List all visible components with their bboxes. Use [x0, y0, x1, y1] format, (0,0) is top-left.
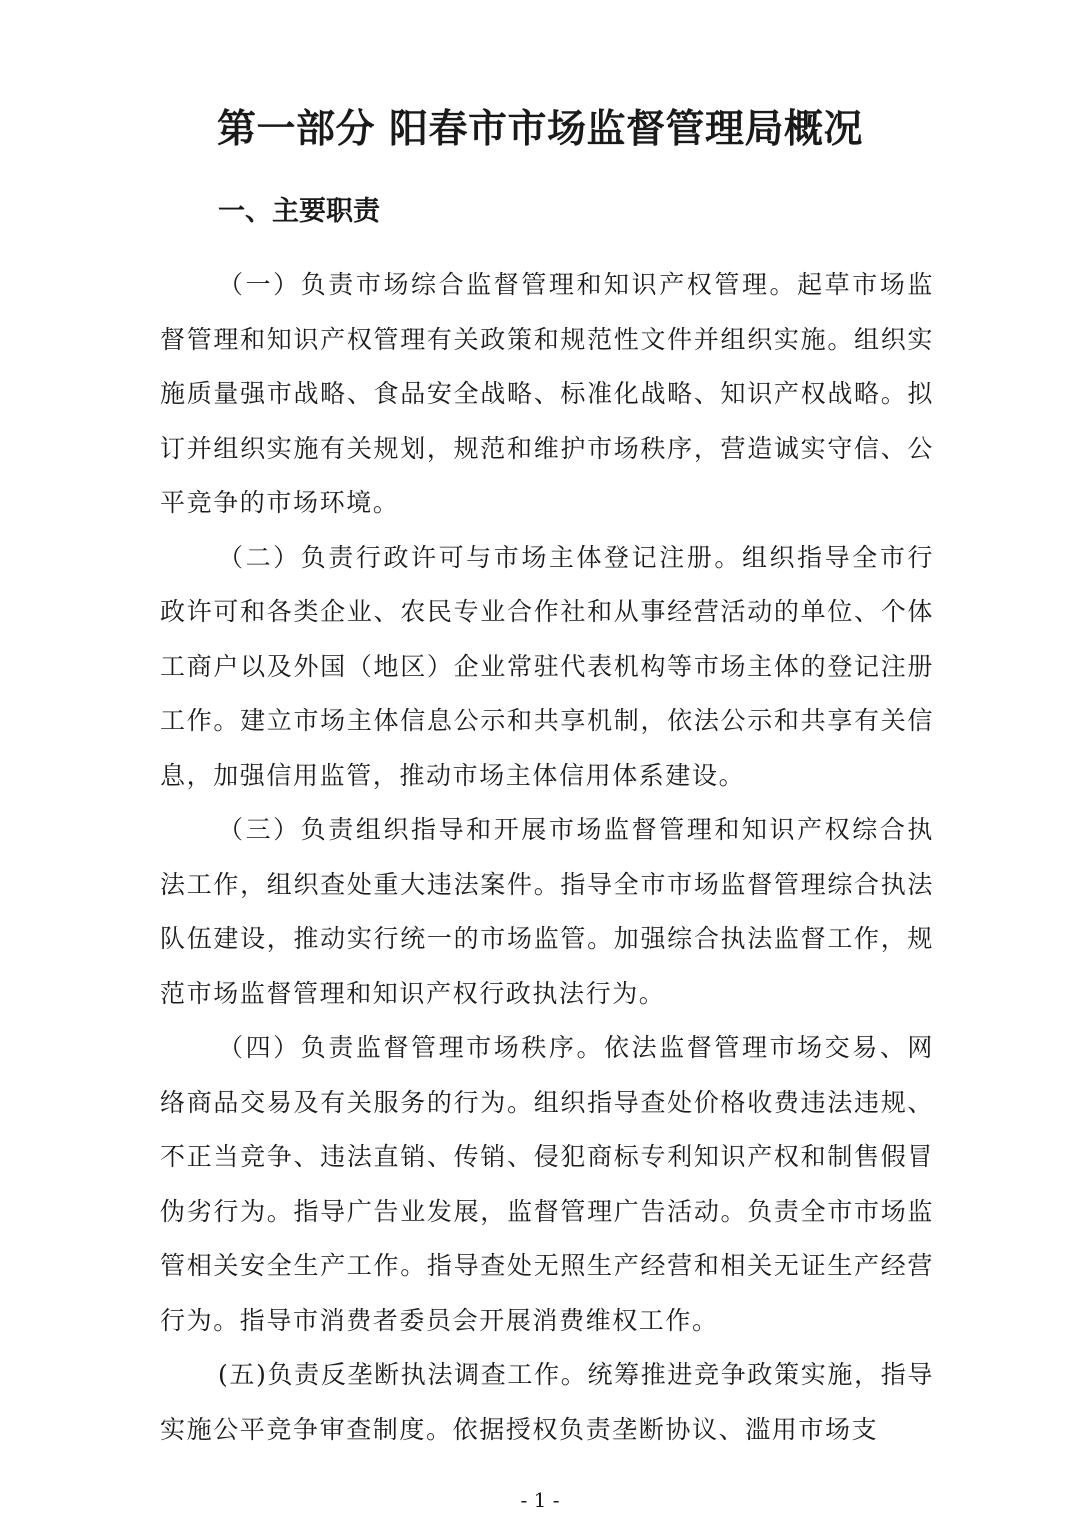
page-number: - 1 - — [520, 1488, 560, 1512]
section-heading: 一、主要职责 — [218, 196, 380, 227]
paragraph-4: （四）负责监督管理市场秩序。依法监督管理市场交易、网络商品交易及有关服务的行为。组织指导查处价格收费违法违规、不正当竞争、违法直销、传销、侵犯商标专利知识产权和制售假冒伪劣行为。指导广告业发展，监督管理广告活动。负责全市市场监管相关安全生产工作。指导查处无照生产经营和相关无证生产经营行为。指导市消费者委员会开展消费维权工作。 — [160, 1033, 934, 1335]
paragraph-3: （三）负责组织指导和开展市场监督管理和知识产权综合执法工作，组织查处重大违法案件。指导全市市场监督管理综合执法队伍建设，推动实行统一的市场监管。加强综合执法监督工作，规范市场监督管理和知识产权行政执法行为。 — [160, 815, 934, 1008]
document-body — [160, 258, 934, 1457]
paragraph-5: (五)负责反垄断执法调查工作。统筹推进竞争政策实施，指导实施公平竞争审查制度。依据授权负责垄断协议、滥用市场支 — [160, 1360, 934, 1444]
paragraph-2: （二）负责行政许可与市场主体登记注册。组织指导全市行政许可和各类企业、农民专业合作社和从事经营活动的单位、个体工商户以及外国（地区）企业常驻代表机构等市场主体的登记注册工作。建立市场主体信息公示和共享机制，依法公示和共享有关信息，加强信用监管，推动市场主体信用体系建设。 — [160, 542, 934, 790]
page-title: 第一部分 阳春市市场监督管理局概况 — [216, 107, 864, 152]
paragraph-1: （一）负责市场综合监督管理和知识产权管理。起草市场监督管理和知识产权管理有关政策和规范性文件并组织实施。组织实施质量强市战略、食品安全战略、标准化战略、知识产权战略。拟订并组织实施有关规划，规范和维护市场秩序，营造诚实守信、公平竞争的市场环境。 — [160, 270, 934, 517]
